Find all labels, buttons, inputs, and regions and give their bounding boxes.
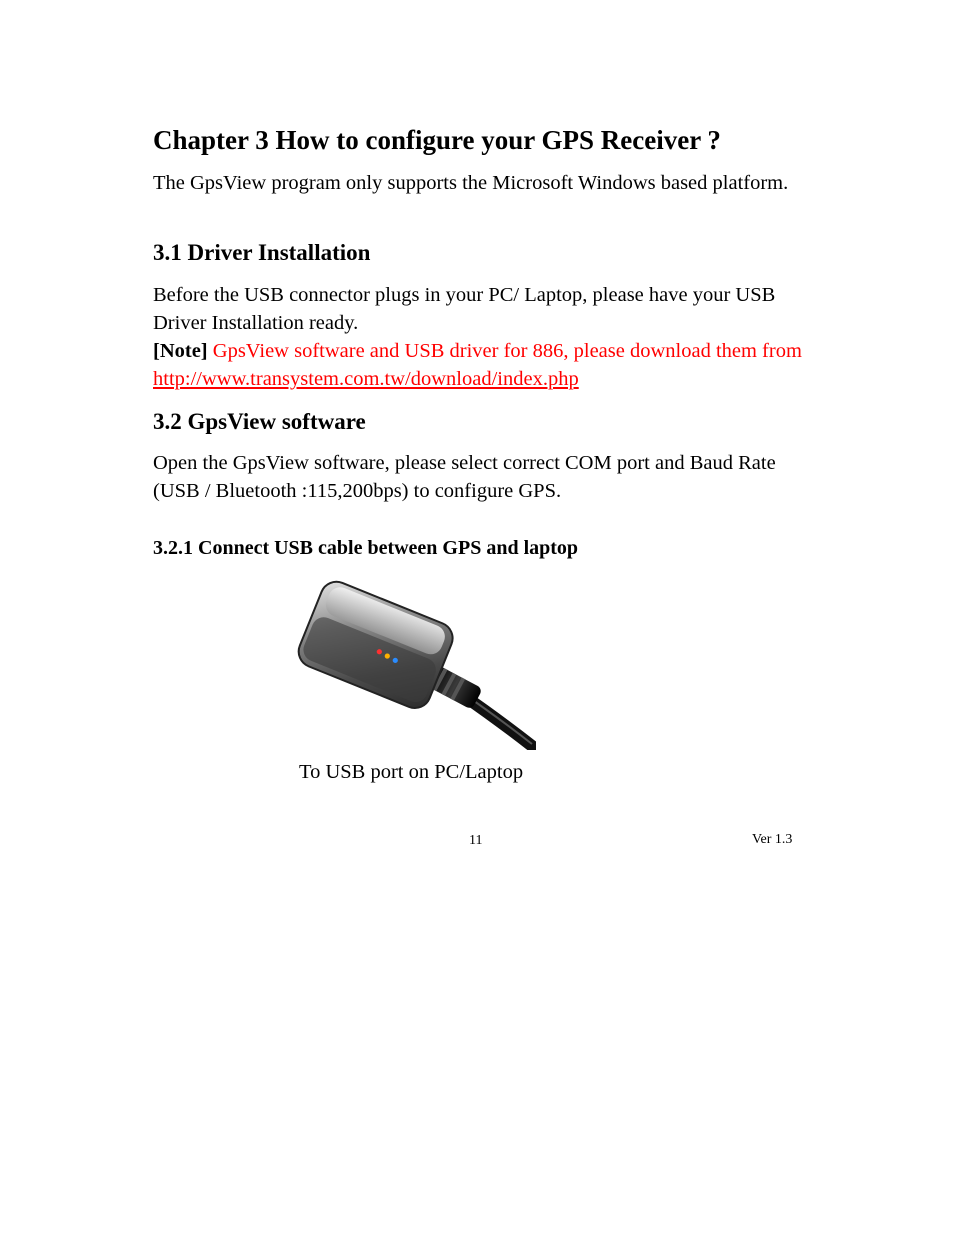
page-number: 11: [469, 833, 483, 848]
gps-device: [296, 578, 457, 713]
download-note: [153, 337, 813, 393]
gpsview-software-text: Open the GpsView software, please select correct COM port and Baud Rate (USB / Bluetooth :115,200bps) to configure GPS.: [153, 452, 776, 502]
gps-receiver-usb-photo: [296, 578, 536, 750]
driver-installation-text: Before the USB connector plugs in your PC/ Laptop, please have your USB Driver Installation ready.: [153, 284, 776, 334]
section-heading-gpsview-software: 3.2 GpsView software: [153, 409, 366, 434]
note-text: GpsView software and USB driver for 886, please download them from: [207, 340, 802, 362]
chapter-title: Chapter 3 How to configure your GPS Receiver ?: [153, 125, 721, 155]
version-label: Ver 1.3: [752, 832, 793, 847]
section-heading-driver-installation: 3.1 Driver Installation: [153, 240, 371, 265]
figure-caption: To USB port on PC/Laptop: [299, 761, 524, 783]
note-label: [Note]: [153, 340, 208, 362]
section-heading-connect-usb: 3.2.1 Connect USB cable between GPS and laptop: [153, 537, 579, 559]
download-link[interactable]: http://www.transystem.com.tw/download/index.php: [153, 368, 579, 390]
chapter-intro: The GpsView program only supports the Microsoft Windows based platform.: [153, 172, 789, 194]
